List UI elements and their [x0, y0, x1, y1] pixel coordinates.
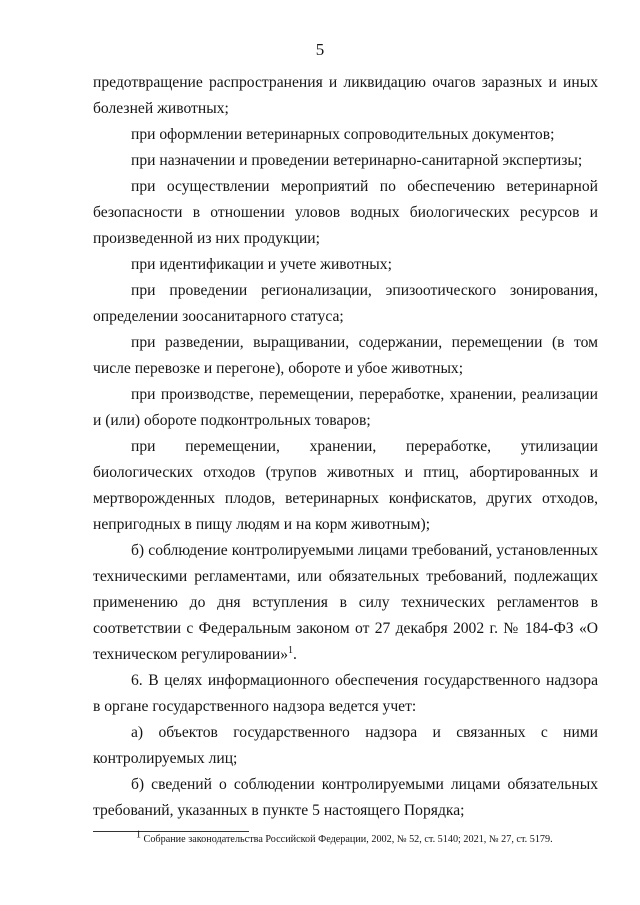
footnote — [136, 829, 606, 846]
paragraph-6: при проведении регионализации, эпизоотического зонирования, определении зоосанитарного статуса; — [93, 282, 598, 325]
paragraph-13: б) сведений о соблюдении контролируемыми лицами обязательных требований, указанных в пункте 5 настоящего Порядка; — [93, 776, 598, 819]
paragraph-10-tail: . — [293, 646, 297, 663]
footnote-divider — [93, 831, 249, 832]
paragraph-8: при производстве, перемещении, переработке, хранении, реализации и (или) обороте подконтрольных товаров; — [93, 386, 598, 429]
footnote-reference[interactable]: 1 — [288, 644, 293, 656]
paragraph-2: при оформлении ветеринарных сопроводительных документов; — [131, 126, 555, 143]
footnote-text: Собрание законодательства Российской Федерации, 2002, № 52, ст. 5140; 2021, № 27, ст. 5179. — [143, 834, 553, 845]
paragraph-4: при осуществлении мероприятий по обеспечению ветеринарной безопасности в отношении уловов водных биологических ресурсов и произведенной из них продукции; — [93, 178, 598, 247]
paragraph-10 — [93, 538, 598, 668]
paragraph-7: при разведении, выращивании, содержании, перемещении (в том числе перевозке и перегоне), обороте и убое животных; — [93, 334, 598, 377]
footnote-marker: 1 — [136, 829, 141, 841]
paragraph-1: предотвращение распространения и ликвидацию очагов заразных и иных болезней животных; — [93, 74, 598, 117]
paragraph-11: 6. В целях информационного обеспечения государственного надзора в органе государственного надзора ведется учет: — [93, 672, 598, 715]
paragraph-3: при назначении и проведении ветеринарно-санитарной экспертизы; — [131, 152, 583, 169]
paragraph-5: при идентификации и учете животных; — [131, 256, 392, 273]
paragraph-9: при перемещении, хранении, переработке, утилизации биологических отходов (трупов животных и птиц, абортированных и мертворожденных плодов, ветеринарных конфискатов, других отходов, непригодных в пищу людям и на корм животным); — [93, 438, 598, 533]
page-number: 5 — [315, 40, 325, 59]
document-body — [93, 70, 598, 824]
paragraph-12: а) объектов государственного надзора и связанных с ними контролируемых лиц; — [93, 724, 598, 767]
paragraph-10-text: б) соблюдение контролируемыми лицами требований, установленных техническими регламентами, или обязательных требований, подлежащих применению до дня вступления в силу технических регламентов в соответствии с Федеральным законом от 27 декабря 2002 г. № 184-ФЗ «О техническом регулировании» — [93, 542, 598, 663]
